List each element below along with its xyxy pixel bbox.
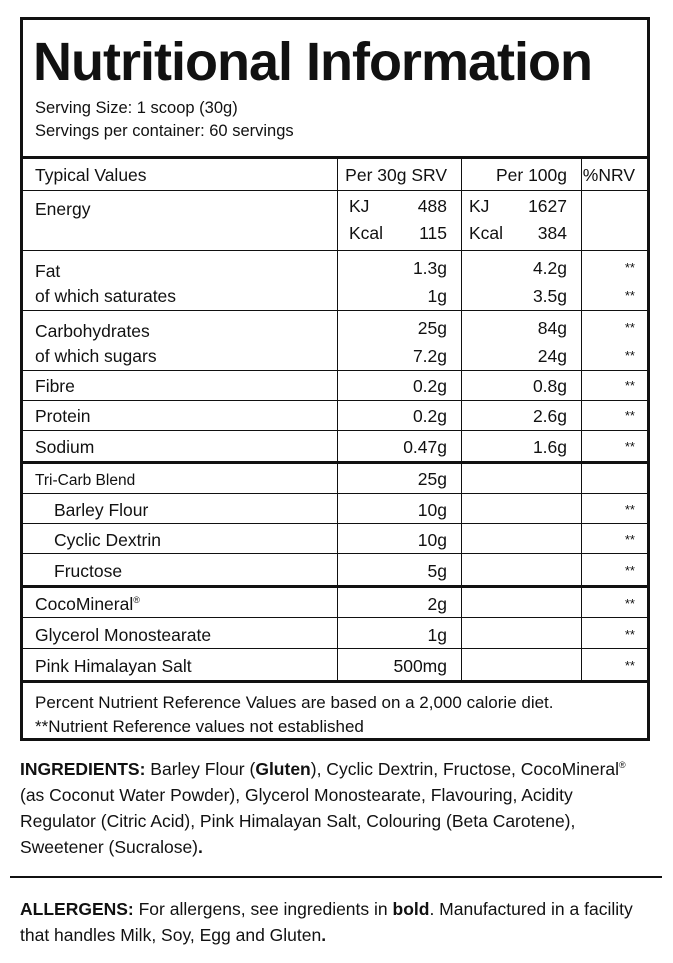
row-divider — [23, 648, 647, 649]
fructose-label: Fructose — [54, 561, 123, 581]
registered-mark: ® — [133, 595, 140, 606]
fibre-per30: 0.2g — [412, 376, 447, 396]
sugars-per100: 24g — [537, 346, 567, 366]
header-nrv: %NRV — [582, 165, 635, 185]
energy-kcal-per30: 115 — [419, 223, 447, 243]
sodium-per30: 0.47g — [403, 437, 447, 457]
fibre-nrv: ** — [624, 378, 635, 393]
row-divider — [23, 190, 647, 191]
protein-label: Protein — [35, 406, 91, 426]
sodium-per100: 1.6g — [532, 437, 567, 457]
carbs-per100: 84g — [537, 318, 567, 338]
column-divider — [581, 159, 582, 680]
header-rule — [23, 156, 647, 159]
carbs-nrv: ** — [624, 320, 635, 335]
header-typical-values: Typical Values — [35, 165, 147, 185]
servings-per-container: Servings per container: 60 servings — [35, 122, 294, 140]
fat-label: Fat — [35, 261, 61, 281]
protein-per30: 0.2g — [412, 406, 447, 426]
energy-kj-per100: 1627 — [528, 196, 567, 216]
sugars-label: of which sugars — [35, 346, 157, 366]
saturates-per100: 3.5g — [532, 286, 567, 306]
energy-kj-unit: KJ — [469, 196, 490, 216]
row-divider — [23, 370, 647, 371]
cocomineral-nrv: ** — [624, 596, 635, 611]
glycerol-label: Glycerol Monostearate — [35, 625, 212, 645]
row-divider — [23, 617, 647, 618]
fructose-nrv: ** — [624, 563, 635, 578]
fibre-label: Fibre — [35, 376, 75, 396]
row-divider — [23, 430, 647, 431]
dextrin-label: Cyclic Dextrin — [54, 530, 161, 550]
glycerol-nrv: ** — [624, 627, 635, 642]
salt-label: Pink Himalayan Salt — [35, 656, 192, 676]
footer-rule — [23, 680, 647, 683]
fat-per30: 1.3g — [412, 258, 447, 278]
sugars-nrv: ** — [624, 348, 635, 363]
row-divider — [23, 310, 647, 311]
saturates-per30: 1g — [427, 286, 447, 306]
section-rule — [23, 461, 647, 464]
fibre-per100: 0.8g — [532, 376, 567, 396]
cocomineral-per30: 2g — [427, 594, 447, 614]
protein-nrv: ** — [624, 408, 635, 423]
panel-title: Nutritional Information — [33, 32, 592, 92]
row-divider — [23, 553, 647, 554]
sodium-label: Sodium — [35, 437, 95, 457]
row-divider — [23, 523, 647, 524]
row-divider — [23, 400, 647, 401]
salt-per30: 500mg — [393, 656, 447, 676]
blend-per30: 25g — [417, 469, 447, 489]
salt-nrv: ** — [624, 658, 635, 673]
blend-label: Tri-Carb Blend — [35, 472, 136, 489]
energy-kcal-per100: 384 — [537, 223, 567, 243]
cocomineral-label: CocoMineral® — [35, 594, 140, 614]
energy-label: Energy — [35, 199, 91, 219]
header-per-100g: Per 100g — [495, 165, 567, 185]
saturates-label: of which saturates — [35, 286, 177, 306]
fat-nrv: ** — [624, 260, 635, 275]
carbs-label: Carbohydrates — [35, 321, 150, 341]
header-per-30g: Per 30g SRV — [345, 165, 447, 185]
serving-size: Serving Size: 1 scoop (30g) — [35, 99, 238, 117]
section-rule — [23, 585, 647, 588]
energy-kj-per30: 488 — [417, 196, 447, 216]
divider — [10, 876, 662, 878]
energy-kcal-unit: Kcal — [349, 223, 384, 243]
allergens-text: ALLERGENS: For allergens, see ingredients in bold. Manufactured in a facility that handles Milk, Soy, Egg and Gluten. — [20, 899, 633, 945]
glycerol-per30: 1g — [427, 625, 447, 645]
column-divider — [337, 159, 338, 680]
protein-per100: 2.6g — [532, 406, 567, 426]
carbs-per30: 25g — [417, 318, 447, 338]
footnote-not-established: **Nutrient Reference values not established — [35, 717, 364, 736]
ingredients-text: INGREDIENTS: Barley Flour (Gluten), Cyclic Dextrin, Fructose, CocoMineral® (as Coconut Water Powder), Glycerol Monostearate, Flavouring, Acidity Regulator (Citric Acid), Pink Himalayan Salt, Colouring (Beta Carotene), Sweetener (Sucralose). — [20, 759, 626, 857]
barley-per30: 10g — [417, 500, 447, 520]
footnote-nrv-basis: Percent Nutrient Reference Values are based on a 2,000 calorie diet. — [35, 693, 554, 712]
saturates-nrv: ** — [624, 288, 635, 303]
column-divider — [461, 159, 462, 680]
fructose-per30: 5g — [427, 561, 447, 581]
barley-nrv: ** — [624, 502, 635, 517]
barley-label: Barley Flour — [54, 500, 149, 520]
energy-kcal-unit: Kcal — [469, 223, 504, 243]
dextrin-per30: 10g — [417, 530, 447, 550]
sodium-nrv: ** — [624, 439, 635, 454]
sugars-per30: 7.2g — [412, 346, 447, 366]
nutrition-panel — [20, 17, 650, 741]
row-divider — [23, 250, 647, 251]
dextrin-nrv: ** — [624, 532, 635, 547]
energy-kj-unit: KJ — [349, 196, 370, 216]
row-divider — [23, 493, 647, 494]
fat-per100: 4.2g — [532, 258, 567, 278]
